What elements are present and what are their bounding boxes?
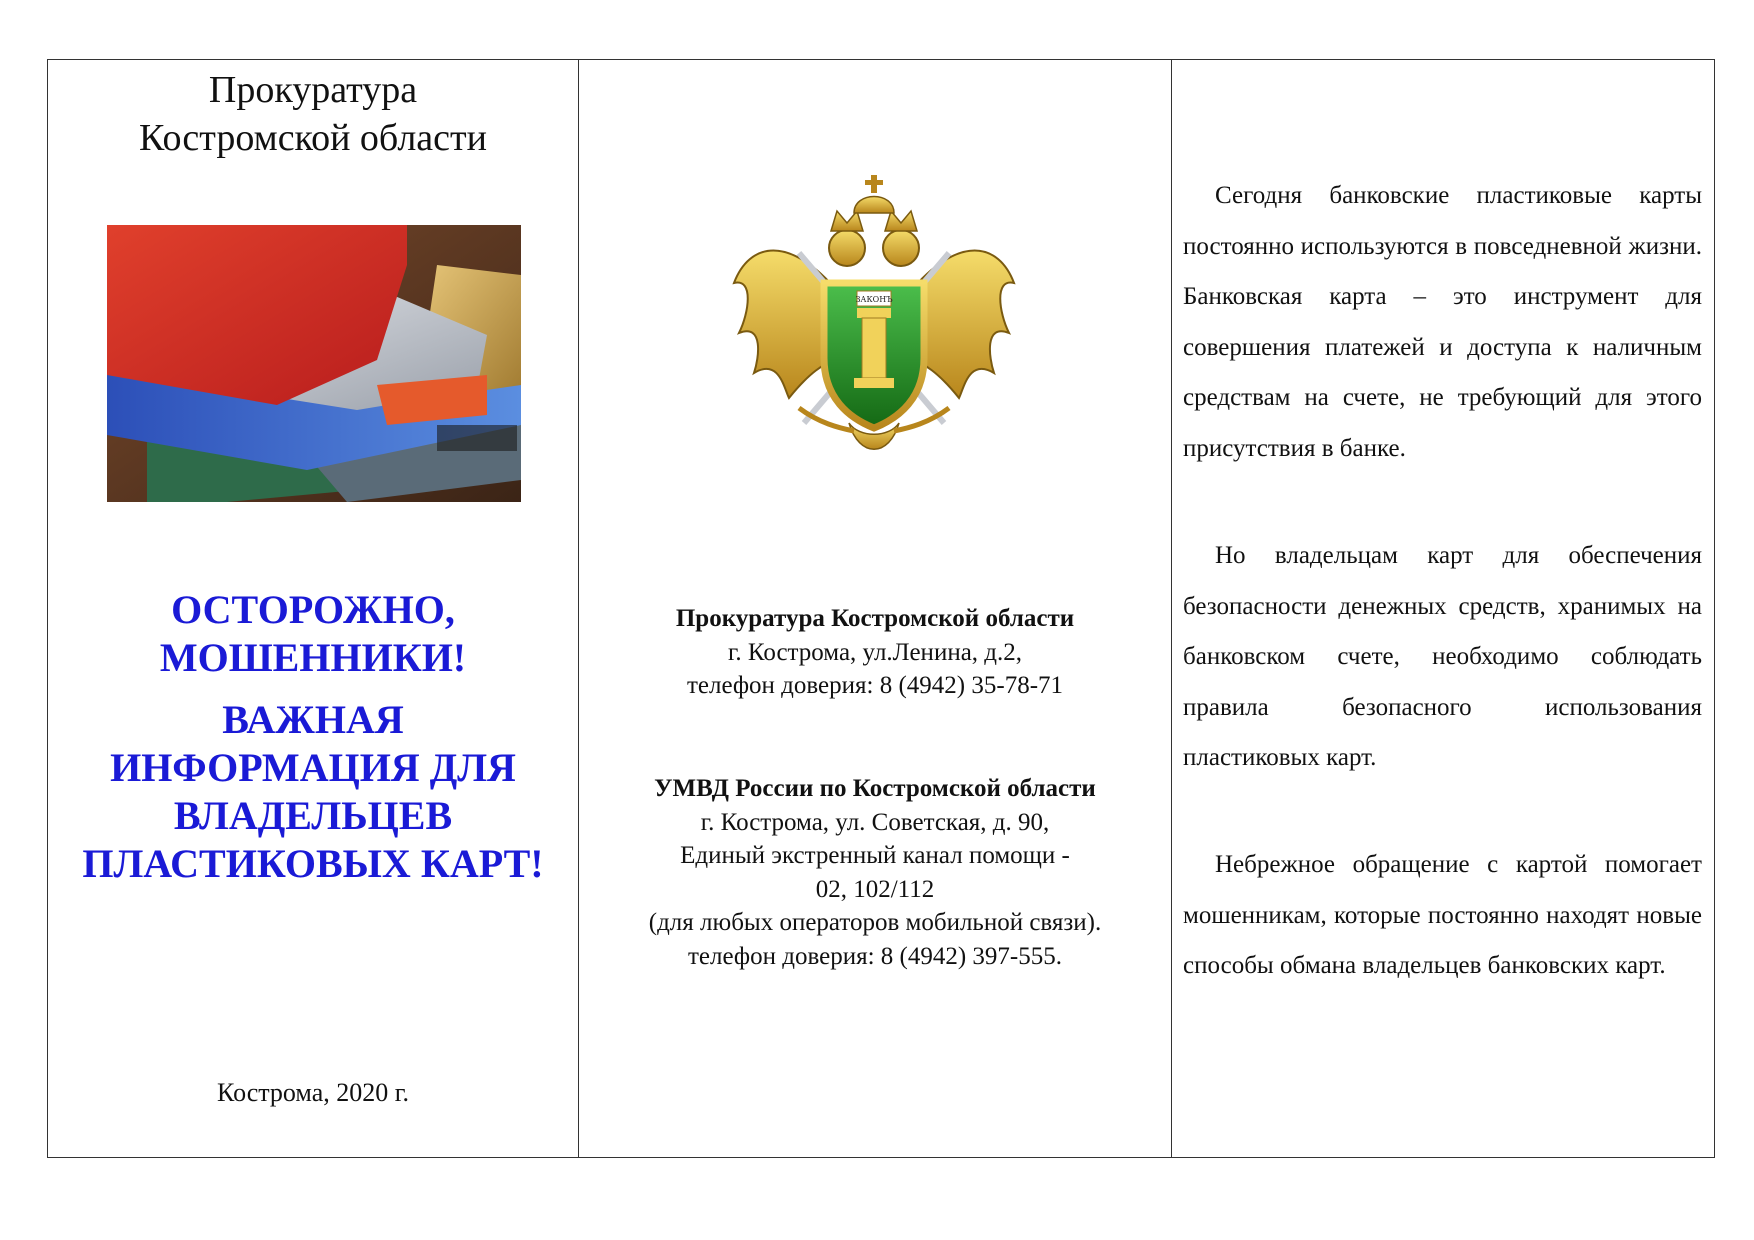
leaflet-sheet	[47, 59, 1715, 1158]
emblem-banner-text: ЗАКОНЪ	[855, 295, 893, 304]
info-heading	[56, 696, 570, 888]
paragraph-safety: Но владельцам карт для обеспечения безопасности денежных средств, хранимых на банковском счете, необходимо соблюдать правила безопасного использования пластиковых карт.	[1183, 542, 1702, 771]
police-operators-note: (для любых операторов мобильной связи).	[648, 909, 1102, 936]
left-panel	[48, 60, 579, 1157]
police-address: г. Кострома, ул. Советская, д. 90,	[700, 808, 1050, 836]
org-title-line2: Костромской области	[139, 117, 487, 159]
warning-heading	[56, 586, 570, 682]
prosecutor-contact	[579, 602, 1171, 703]
credit-cards-image	[107, 225, 521, 502]
org-title	[48, 66, 578, 162]
middle-panel	[579, 60, 1172, 1157]
org-title-line1: Прокуратура	[208, 69, 418, 111]
info-line4: ПЛАСТИКОВЫХ КАРТ!	[82, 841, 544, 886]
city-year: Кострома, 2020 г.	[217, 1078, 409, 1107]
police-contact	[579, 772, 1171, 973]
right-panel	[1172, 60, 1714, 1157]
police-emergency-numbers: 02, 102/112	[815, 875, 935, 903]
prosecutor-name: Прокуратура Костромской области	[675, 605, 1075, 632]
paragraph-fraud: Небрежное обращение с картой помогает мошенникам, которые постоянно находят новые способы обмана владельцев банковских карт.	[1183, 851, 1702, 979]
paragraph-intro: Сегодня банковские пластиковые карты постоянно используются в повседневной жизни. Банковская карта – это инструмент для совершения платежей и доступа к наличным средствам на счете, не требующий для этого присутствия в банке.	[1183, 182, 1702, 462]
police-name: УМВД России по Костромской области	[654, 775, 1096, 802]
info-line3: ВЛАДЕЛЬЦЕВ	[173, 793, 453, 838]
police-emergency-label: Единый экстренный канал помощи -	[680, 842, 1070, 869]
info-line1: ВАЖНАЯ	[222, 697, 404, 742]
prosecutor-address: г. Кострома, ул.Ленина, д.2,	[727, 638, 1023, 666]
info-line2: ИНФОРМАЦИЯ ДЛЯ	[110, 745, 516, 790]
warning-line2: МОШЕННИКИ!	[159, 635, 467, 680]
police-hotline: телефон доверия: 8 (4942) 397-555.	[688, 942, 1062, 970]
prosecutor-emblem-icon	[729, 173, 1019, 473]
warning-line1: ОСТОРОЖНО,	[171, 587, 455, 632]
prosecutor-hotline: телефон доверия: 8 (4942) 35-78-71	[686, 672, 1064, 699]
